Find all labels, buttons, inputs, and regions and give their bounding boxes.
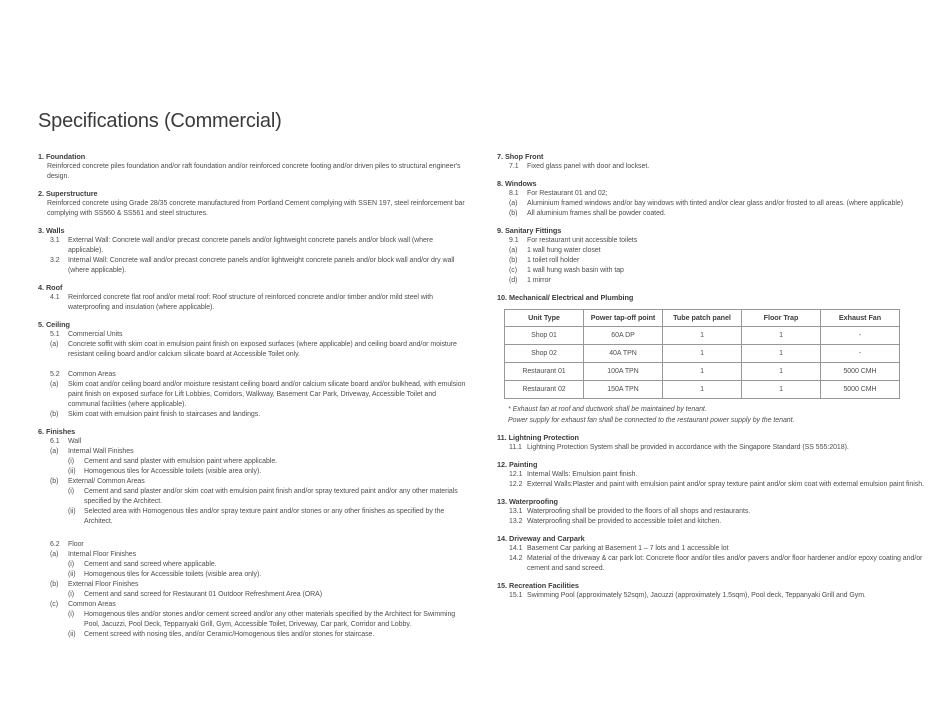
list-item-label: 12.2: [509, 481, 523, 488]
list-item: [497, 517, 933, 527]
list-item-label: (ii): [68, 468, 76, 475]
list-item-label: (b): [509, 210, 518, 217]
list-item-label: (i): [68, 591, 75, 598]
list-item: [497, 443, 933, 453]
list-item: [38, 380, 468, 410]
spec-section: [38, 283, 468, 313]
list-item-text: External Walls:Plaster and paint with emulsion paint and/or spray texture paint and/or skim coat with external emulsion paint finish.: [527, 481, 924, 488]
list-item-text: Cement and sand screed where applicable.: [84, 561, 217, 568]
table-cell: 40A TPN: [584, 345, 663, 363]
list-item-text: Reinforced concrete flat roof and/or metal roof: Roof structure of reinforced concrete and/or timber and/or mild steel with waterproofing and insulation (where applicable).: [68, 294, 434, 311]
list-item-label: (ii): [68, 508, 76, 515]
list-item: [497, 591, 933, 601]
list-item-text: External/ Common Areas: [68, 478, 145, 485]
list-item: [38, 437, 468, 447]
section-heading: 10. Mechanical/ Electrical and Plumbing: [497, 293, 634, 302]
list-item-text: 1 wall hung wash basin with tap: [527, 267, 624, 274]
list-item: [497, 236, 933, 246]
list-item: [38, 410, 468, 420]
list-item-text: Internal Walls: Emulsion paint finish.: [527, 471, 638, 478]
spec-section: [497, 460, 933, 490]
spec-section: [497, 179, 933, 219]
list-item-text: Homogenous tiles and/or stones and/or cement screed and/or any other materials specified by the Architect for Swimming Pool, Jacuzzi, Pool Deck, Teppanyaki Grill, Gym, Accessible Toilet, Driveway, Car park, Corridor and Lobby.: [84, 611, 456, 628]
list-item-label: (b): [509, 257, 518, 264]
list-item-label: (a): [50, 381, 59, 388]
section-heading: 1. Foundation: [38, 152, 86, 161]
list-item-text: 1 toilet roll holder: [527, 257, 580, 264]
list-item-label: 6.2: [50, 541, 60, 548]
spec-section: [38, 152, 468, 182]
spec-section: [497, 293, 933, 426]
section-heading: 15. Recreation Facilities: [497, 581, 579, 590]
list-item: [38, 256, 468, 276]
list-item-text: For restaurant unit accessible toilets: [527, 237, 638, 244]
spacer: [38, 360, 468, 370]
section-heading: 9. Sanitary Fittings: [497, 226, 562, 235]
list-item: [38, 600, 468, 610]
spec-section: [38, 320, 468, 420]
list-item-text: Cement screed with nosing tiles, and/or Ceramic/Homogenous tiles and/or stones for staircase.: [84, 631, 375, 638]
table-cell: 5000 CMH: [821, 381, 900, 399]
spec-section: [497, 152, 933, 172]
list-item: [38, 457, 468, 467]
table-header-cell: Floor Trap: [742, 310, 821, 327]
section-paragraph: Reinforced concrete using Grade 28/35 concrete manufactured from Portland Cement complying with SSEN 197, steel reinforcement bar complying with SS560 & SS561 and steel structures.: [47, 200, 465, 217]
list-item: [38, 477, 468, 487]
spec-section: [497, 581, 933, 601]
spec-section: [497, 226, 933, 286]
footnote-line: * Exhaust fan at roof and ductwork shall be maintained by tenant.: [508, 406, 707, 413]
list-item: [497, 199, 933, 209]
list-item: [38, 236, 468, 256]
list-item-text: Homogenous tiles for Accessible toilets (visible area only).: [84, 468, 262, 475]
spec-section: [38, 226, 468, 276]
list-item-label: (a): [50, 341, 59, 348]
list-item: [38, 467, 468, 477]
list-item: [497, 507, 933, 517]
section-heading: 11. Lightning Protection: [497, 433, 579, 442]
list-item: [38, 540, 468, 550]
spec-section: [497, 534, 933, 574]
section-heading: 6. Finishes: [38, 427, 76, 436]
left-column: [38, 152, 468, 647]
table-cell: 1: [742, 327, 821, 345]
table-cell: 150A TPN: [584, 381, 663, 399]
list-item: [38, 340, 468, 360]
list-item-label: (a): [50, 448, 59, 455]
list-item: [497, 209, 933, 219]
list-item-label: (i): [68, 611, 75, 618]
list-item-text: Homogenous tiles for Accessible toilets (visible area only).: [84, 571, 262, 578]
list-item-text: Swimming Pool (approximately 52sqm), Jacuzzi (approximately 1.5sqm), Pool deck, Teppanyaki Grill and Gym.: [527, 592, 866, 599]
table-row: [505, 381, 900, 399]
table-cell: Shop 02: [505, 345, 584, 363]
spec-section: [38, 189, 468, 219]
list-item-label: (i): [68, 561, 75, 568]
list-item: [38, 293, 468, 313]
list-item-text: External Wall: Concrete wall and/or precast concrete panels and/or lightweight concrete panels and/or block wall (where applicable).: [68, 237, 433, 254]
list-item: [497, 256, 933, 266]
list-item: [38, 507, 468, 527]
section-heading: 4. Roof: [38, 283, 63, 292]
list-item: [38, 370, 468, 380]
list-item-label: 9.1: [509, 237, 519, 244]
list-item-text: Cement and sand plaster and/or skim coat with emulsion paint finish and/or spray textured paint and/or any other materials specified by the Architect.: [84, 488, 458, 505]
list-item-text: For Restaurant 01 and 02;: [527, 190, 608, 197]
section-heading: 5. Ceiling: [38, 320, 70, 329]
list-item: [497, 189, 933, 199]
list-item: [497, 470, 933, 480]
table-footnote: [497, 405, 933, 426]
list-item-label: (c): [50, 601, 59, 608]
list-item-text: External Floor Finishes: [68, 581, 139, 588]
list-item: [38, 447, 468, 457]
list-item: [497, 276, 933, 286]
table-header-cell: Exhaust Fan: [821, 310, 900, 327]
list-item-label: 13.2: [509, 518, 523, 525]
list-item-text: Aluminium framed windows and/or bay windows with tinted and/or clear glass and/or frosted to all areas. (where applicable): [527, 200, 903, 207]
spec-section: [497, 433, 933, 453]
table-cell: 1: [663, 327, 742, 345]
list-item: [497, 266, 933, 276]
section-heading: 2. Superstructure: [38, 189, 98, 198]
table-cell: 1: [663, 345, 742, 363]
list-item-label: 13.1: [509, 508, 523, 515]
list-item: [38, 330, 468, 340]
list-item-text: Common Areas: [68, 371, 116, 378]
table-cell: 60A DP: [584, 327, 663, 345]
table-cell: 1: [742, 381, 821, 399]
table-header-cell: Power tap-off point: [584, 310, 663, 327]
list-item-text: 1 mirror: [527, 277, 551, 284]
list-item-label: 5.1: [50, 331, 60, 338]
list-item-text: Commercial Units: [68, 331, 123, 338]
list-item-label: (ii): [68, 571, 76, 578]
list-item-label: (i): [68, 458, 75, 465]
table-cell: -: [821, 345, 900, 363]
list-item-text: Material of the driveway & car park lot: Concrete floor and/or tiles and/or pavers and/or floor hardener and/or epoxy coating and/or cement and sand screed.: [527, 555, 923, 572]
list-item-label: 3.2: [50, 257, 60, 264]
list-item-label: (b): [50, 411, 59, 418]
list-item-label: (c): [509, 267, 518, 274]
table-cell: 1: [742, 345, 821, 363]
list-item-text: Wall: [68, 438, 82, 445]
list-item: [38, 487, 468, 507]
list-item: [38, 610, 468, 630]
list-item: [497, 544, 933, 554]
list-item-label: 8.1: [509, 190, 519, 197]
table-cell: Shop 01: [505, 327, 584, 345]
list-item: [38, 570, 468, 580]
section-heading: 14. Driveway and Carpark: [497, 534, 585, 543]
list-item-text: Internal Floor Finishes: [68, 551, 137, 558]
table-header-cell: Unit Type: [505, 310, 584, 327]
table-cell: 1: [663, 363, 742, 381]
list-item-text: Internal Wall Finishes: [68, 448, 134, 455]
section-heading: 3. Walls: [38, 226, 65, 235]
spec-table: [504, 309, 900, 399]
list-item: [38, 550, 468, 560]
list-item: [497, 554, 933, 574]
table-row: [505, 363, 900, 381]
list-item-text: Basement Car parking at Basement 1 – 7 lots and 1 accessible lot: [527, 545, 729, 552]
section-paragraph: Reinforced concrete piles foundation and/or raft foundation and/or reinforced concrete footing and/or driven piles to structural engineer's design.: [47, 163, 461, 180]
section-heading: 12. Painting: [497, 460, 538, 469]
spacer: [38, 527, 468, 540]
spec-section: [497, 497, 933, 527]
list-item-label: (i): [68, 488, 75, 495]
list-item-label: 12.1: [509, 471, 523, 478]
list-item-text: 1 wall hung water closet: [527, 247, 601, 254]
list-item-label: (a): [509, 247, 518, 254]
list-item: [38, 580, 468, 590]
list-item: [38, 630, 468, 640]
list-item-text: All aluminium frames shall be powder coated.: [527, 210, 666, 217]
table-header-row: [505, 310, 900, 327]
list-item-text: Selected area with Homogenous tiles and/or spray texture paint and/or stones or any other finishes as specified by the Architect.: [84, 508, 445, 525]
table-row: [505, 345, 900, 363]
list-item-label: 14.2: [509, 555, 523, 562]
list-item-label: 15.1: [509, 592, 523, 599]
list-item: [497, 162, 933, 172]
table-cell: -: [821, 327, 900, 345]
list-item-text: Cement and sand plaster with emulsion paint where applicable.: [84, 458, 278, 465]
table-cell: 1: [742, 363, 821, 381]
table-cell: Restaurant 01: [505, 363, 584, 381]
table-cell: 100A TPN: [584, 363, 663, 381]
list-item-text: Fixed glass panel with door and lockset.: [527, 163, 650, 170]
list-item-label: 4.1: [50, 294, 60, 301]
table-cell: Restaurant 02: [505, 381, 584, 399]
table-cell: 5000 CMH: [821, 363, 900, 381]
list-item-text: Cement and sand screed for Restaurant 01 Outdoor Refreshment Area (ORA): [84, 591, 323, 598]
list-item-label: 3.1: [50, 237, 60, 244]
list-item-label: 7.1: [509, 163, 519, 170]
list-item-label: 11.1: [509, 444, 522, 451]
list-item: [38, 560, 468, 570]
list-item-text: Concrete soffit with skim coat in emulsion paint finish on exposed surfaces (where applicable) and ceiling board and/or moisture resistant ceiling board and/or calcium silicate board at Accessible Toilet only.: [68, 341, 457, 358]
list-item-text: Internal Wall: Concrete wall and/or precast concrete panels and/or lightweight concrete panels and/or block wall and/or dry wall (where applicable).: [68, 257, 455, 274]
spec-section: [38, 427, 468, 640]
list-item-label: (b): [50, 478, 59, 485]
list-item-text: Floor: [68, 541, 84, 548]
list-item-text: Skim coat with emulsion paint finish to staircases and landings.: [68, 411, 261, 418]
list-item-label: 6.1: [50, 438, 60, 445]
page-title: Specifications (Commercial): [38, 110, 282, 132]
list-item: [497, 480, 933, 490]
list-item-text: Waterproofing shall be provided to accessible toilet and kitchen.: [527, 518, 722, 525]
section-heading: 8. Windows: [497, 179, 537, 188]
list-item-label: (ii): [68, 631, 76, 638]
table-cell: 1: [663, 381, 742, 399]
list-item-label: (b): [50, 581, 59, 588]
list-item-label: 14.1: [509, 545, 523, 552]
right-column: [497, 152, 933, 608]
list-item-text: Waterproofing shall be provided to the floors of all shops and restaurants.: [527, 508, 751, 515]
list-item-label: (d): [509, 277, 518, 284]
list-item-label: (a): [509, 200, 518, 207]
list-item-label: 5.2: [50, 371, 60, 378]
list-item-label: (a): [50, 551, 59, 558]
list-item-text: Common Areas: [68, 601, 116, 608]
list-item: [497, 246, 933, 256]
section-heading: 7. Shop Front: [497, 152, 544, 161]
section-heading: 13. Waterproofing: [497, 497, 558, 506]
table-row: [505, 327, 900, 345]
list-item: [38, 590, 468, 600]
footnote-line: Power supply for exhaust fan shall be connected to the restaurant power supply by the tenant.: [508, 416, 795, 424]
list-item-text: Skim coat and/or ceiling board and/or moisture resistant ceiling board and/or calcium silicate board and/or bulkhead, with emulsion paint finish on exposed surface for Lift Lobbies, Corridors, Walkway, Basement Car Park, Driveway, Accessible Toilet and communal facilities (where applicable).: [68, 381, 466, 408]
list-item-text: Lightning Protection System shall be provided in accordance with the Singapore Standard (SS 555:2018).: [527, 444, 849, 451]
table-header-cell: Tube patch panel: [663, 310, 742, 327]
